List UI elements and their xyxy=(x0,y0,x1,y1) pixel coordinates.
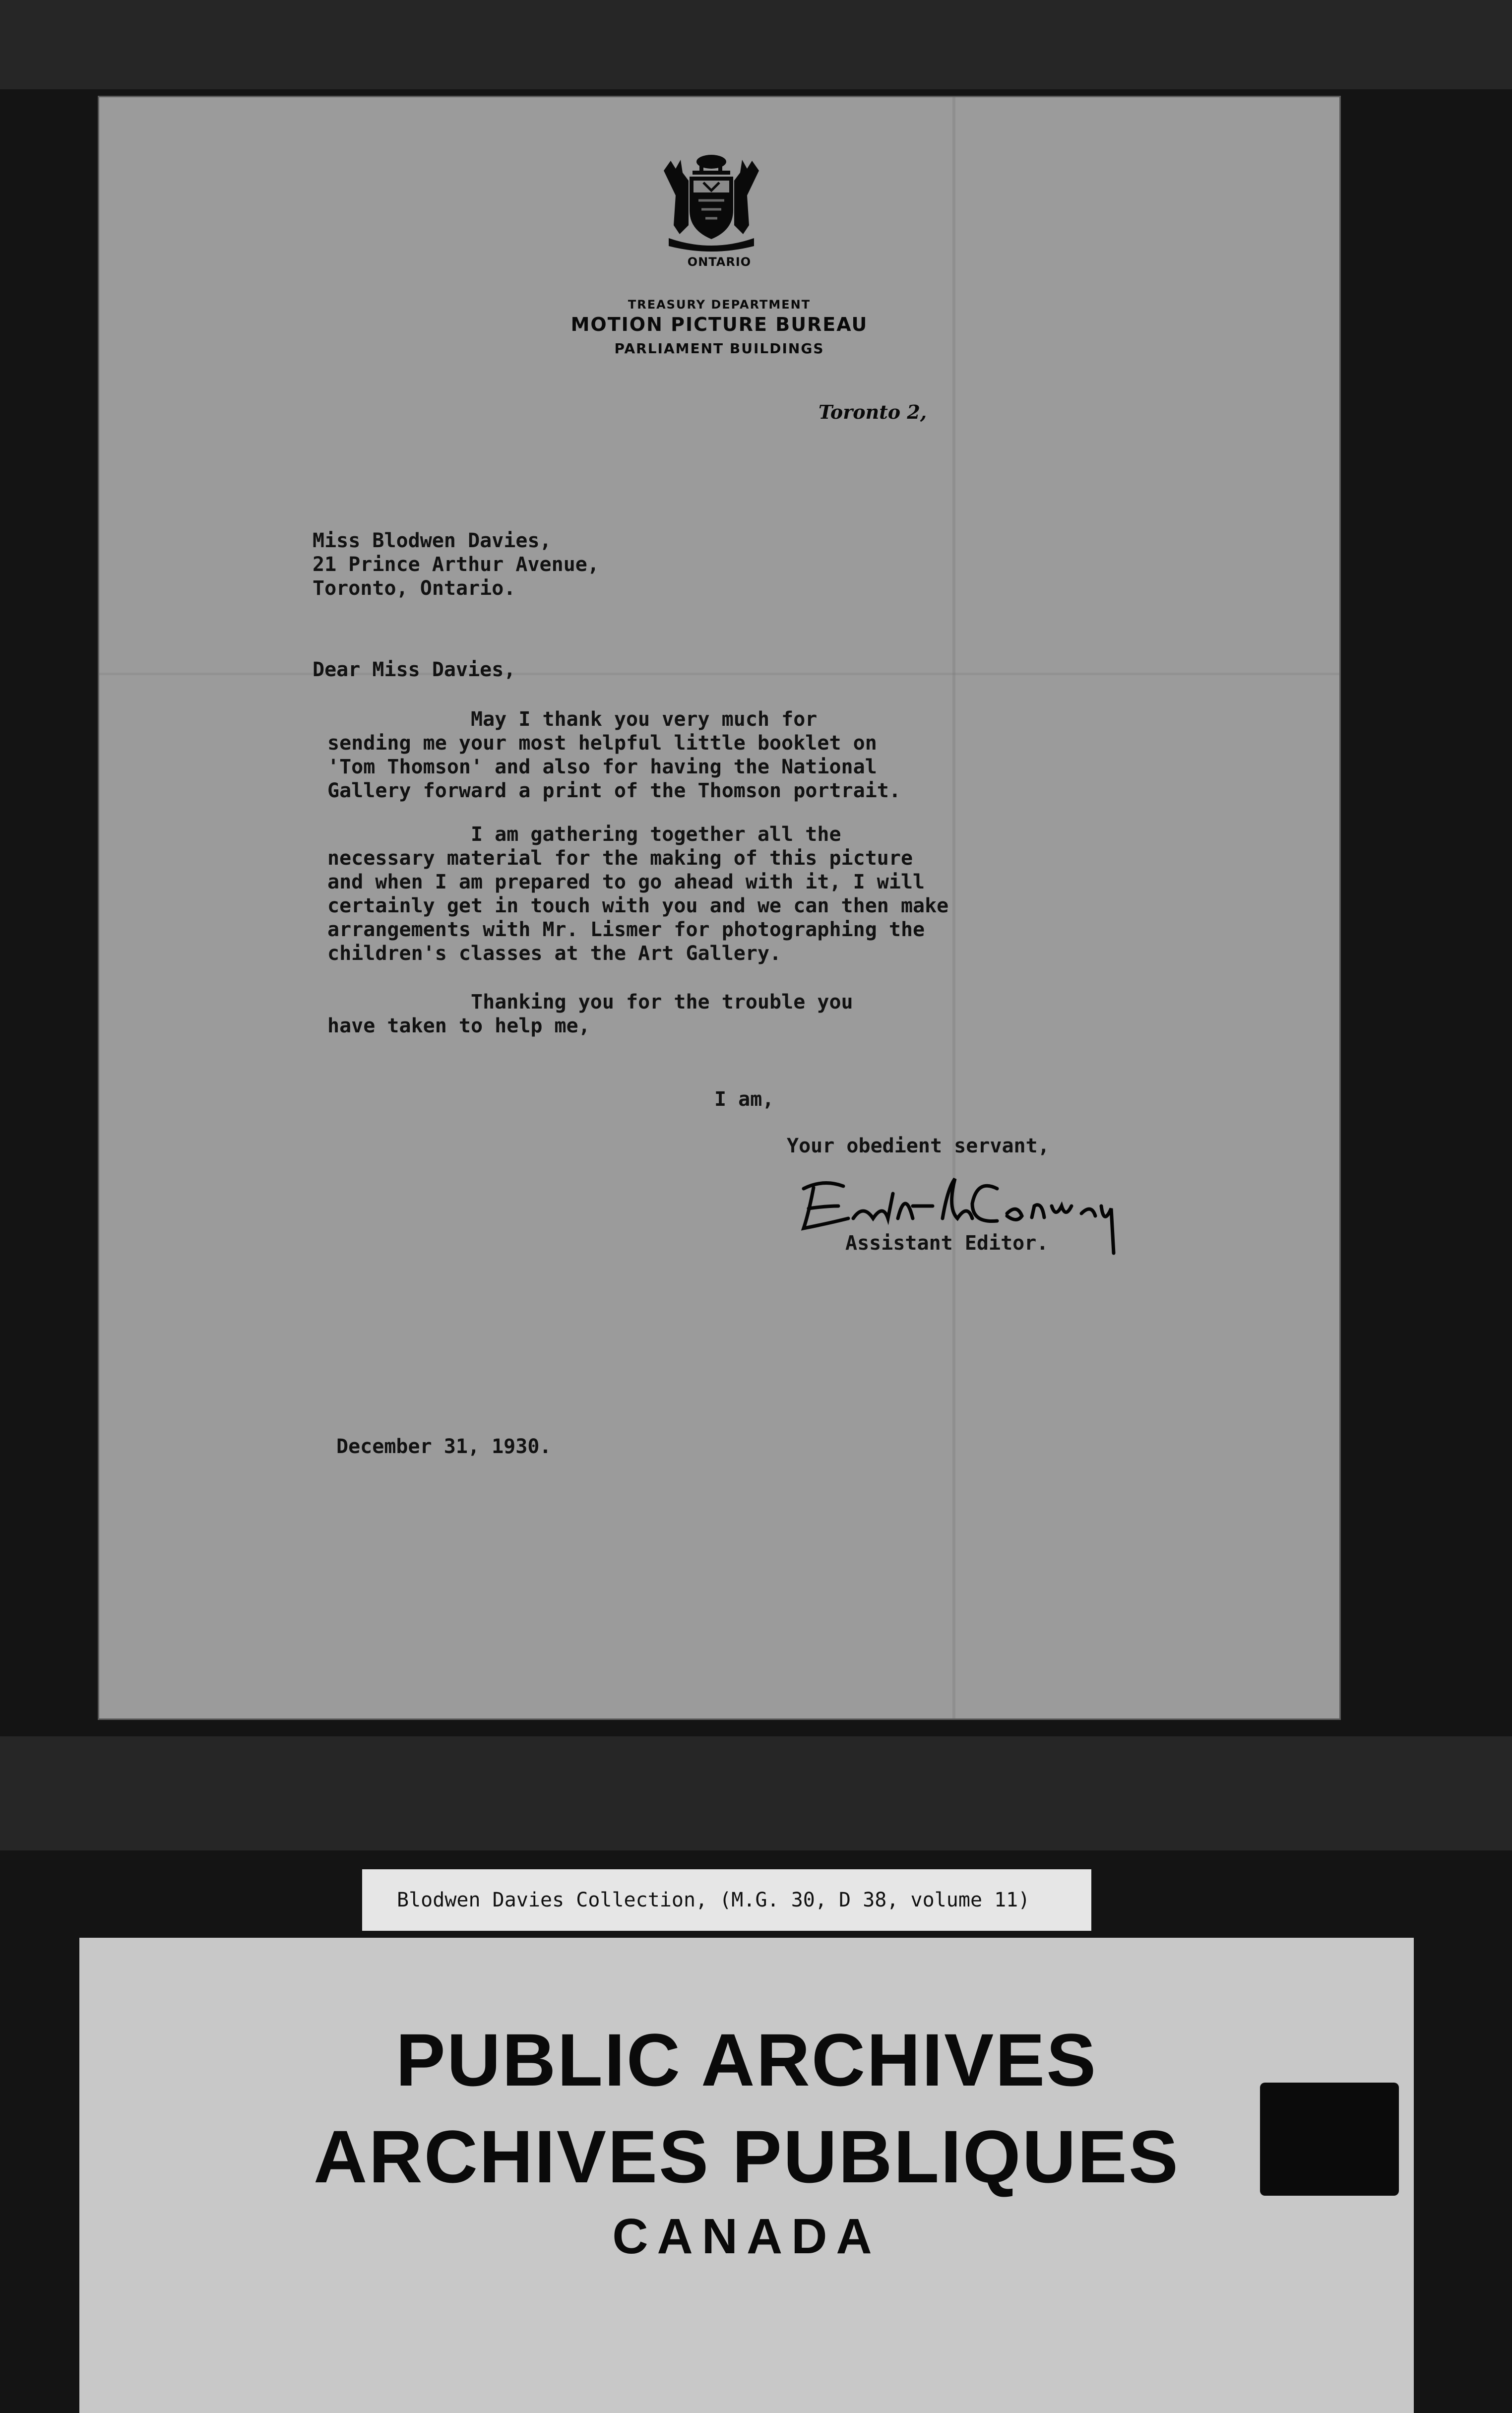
body-line: Gallery forward a print of the Thomson portrait. xyxy=(327,779,901,802)
body-line: 'Tom Thomson' and also for having the National xyxy=(327,756,877,778)
letter-page xyxy=(99,97,1339,1718)
closing-title: Assistant Editor. xyxy=(845,1232,1049,1255)
letter-date: December 31, 1930. xyxy=(336,1435,552,1458)
fold-crease-horizontal xyxy=(99,673,1339,675)
letterhead-bureau: MOTION PICTURE BUREAU xyxy=(570,314,868,335)
body-line: have taken to help me, xyxy=(327,1015,590,1037)
recipient-city: Toronto, Ontario. xyxy=(313,577,516,600)
body-line: sending me your most helpful little booklet on xyxy=(327,732,877,755)
archives-line-french: ARCHIVES PUBLIQUES xyxy=(314,2115,1180,2198)
body-line: Thanking you for the trouble you xyxy=(327,991,853,1014)
archives-line-country: CANADA xyxy=(612,2209,881,2264)
microfilm-frame-gap xyxy=(0,1736,1512,1850)
letterhead-province: ONTARIO xyxy=(687,255,752,269)
body-line: arrangements with Mr. Lismer for photographing the xyxy=(327,918,925,941)
body-line: necessary material for the making of this picture xyxy=(327,847,913,870)
film-marker-block xyxy=(1260,2083,1399,2196)
body-line: I am gathering together all the xyxy=(327,823,841,846)
body-line: and when I am prepared to go ahead with it, I will xyxy=(327,871,925,893)
body-line: certainly get in touch with you and we can then make xyxy=(327,894,949,917)
archives-stamp-card xyxy=(79,1938,1414,2413)
ontario-coat-of-arms-icon xyxy=(654,151,769,255)
letterhead-city: Toronto 2, xyxy=(819,401,927,423)
collection-label xyxy=(362,1869,1091,1931)
body-line: May I thank you very much for xyxy=(327,708,818,731)
recipient-name: Miss Blodwen Davies, xyxy=(313,529,552,552)
recipient-street: 21 Prince Arthur Avenue, xyxy=(313,553,599,576)
closing-line: Your obedient servant, xyxy=(787,1135,1050,1157)
closing-line: I am, xyxy=(714,1088,774,1111)
salutation: Dear Miss Davies, xyxy=(313,658,516,681)
letterhead-department: TREASURY DEPARTMENT xyxy=(628,298,811,312)
microfilm-frame-top xyxy=(0,0,1512,89)
signature-text: Edith Conway xyxy=(784,1257,790,1258)
archives-line-english: PUBLIC ARCHIVES xyxy=(395,2018,1098,2101)
letterhead-building: PARLIAMENT BUILDINGS xyxy=(614,340,824,357)
collection-label-text: Blodwen Davies Collection, (M.G. 30, D 38, volume 11) xyxy=(397,1889,1030,1911)
body-line: children's classes at the Art Gallery. xyxy=(327,942,782,965)
